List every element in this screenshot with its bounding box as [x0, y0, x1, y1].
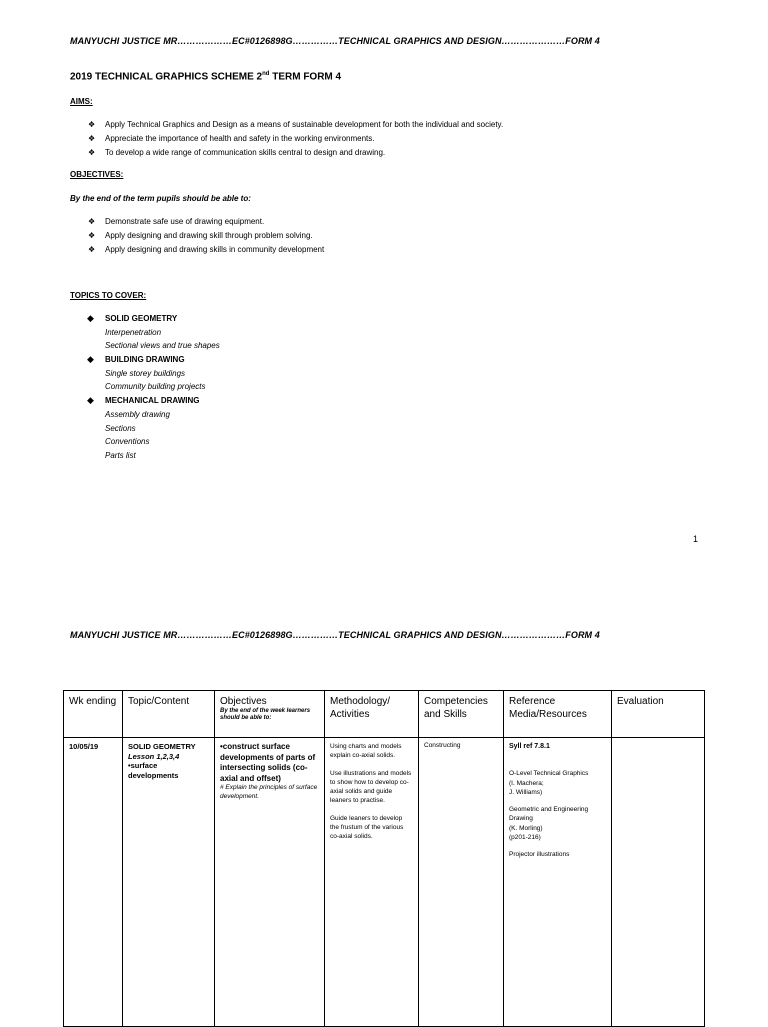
header-competencies: Competencies and Skills [419, 691, 504, 738]
table-row [64, 738, 705, 1027]
document-title [70, 71, 341, 82]
page-number: 1 [693, 534, 699, 544]
list-item-text: Apply designing and drawing skill through problem solving. [105, 231, 313, 240]
objectives-heading: OBJECTIVES: [70, 170, 124, 179]
subtopic: Community building projects [105, 382, 206, 392]
list-item-text: Apply Technical Graphics and Design as a means of sustainable development for both the individual and society. [105, 120, 504, 129]
aims-heading: AIMS: [70, 97, 93, 106]
title-text: 2019 TECHNICAL GRAPHICS SCHEME 2 [70, 71, 263, 83]
bullet-icon: ❖ [88, 217, 96, 226]
subtopic: Sections [105, 423, 136, 433]
topic-mechanical-drawing [87, 394, 220, 408]
topic-name: MECHANICAL DRAWING [105, 396, 200, 406]
scheme-table [63, 690, 705, 1027]
header-topic: Topic/Content [123, 691, 215, 738]
table-header-row [64, 691, 705, 738]
list-item [88, 118, 503, 132]
topic-name: BUILDING DRAWING [105, 355, 185, 365]
list-item [88, 215, 324, 229]
reference-syllabus: Syll ref 7.8.1 [509, 743, 550, 750]
diamond-bullet-icon: ◆ [87, 395, 94, 406]
header-reference: Reference Media/Resources [504, 691, 612, 738]
bullet-icon: ❖ [88, 120, 96, 129]
title-superscript: nd [262, 71, 270, 77]
header-methodology: Methodology/ Activities [325, 691, 419, 738]
cell-methodology [325, 738, 419, 1027]
objectives-list [88, 215, 324, 257]
subtopic: Sectional views and true shapes [105, 341, 220, 351]
subtopic: Parts list [105, 450, 136, 460]
cell-topic-lesson: Lesson 1,2,3,4 [128, 751, 180, 761]
method-paragraph: Guide leaners to develop the frustum of the various co-axial solids. [330, 814, 404, 841]
reference-book: Geometric and Engineering Drawing (K. Morling) (p201-216) [509, 806, 589, 842]
cell-objective-note: # Explain the principles of surface development. [220, 784, 318, 800]
bullet-icon: ❖ [88, 148, 96, 157]
subtopic: Assembly drawing [105, 409, 170, 419]
cell-topic [123, 738, 215, 1027]
header-objectives-sub: By the end of the week learners should be able to: [220, 708, 311, 721]
header-objectives-label: Objectives [220, 696, 267, 707]
list-item-text: Appreciate the importance of health and safety in the working environments. [105, 134, 375, 143]
title-text-end: TERM FORM 4 [269, 71, 342, 83]
subtopic: Single storey buildings [105, 368, 186, 378]
cell-evaluation [612, 738, 705, 1027]
aims-list [88, 118, 503, 160]
cell-reference [504, 738, 612, 1027]
topic-name: SOLID GEOMETRY [105, 314, 178, 323]
list-item-text: Demonstrate safe use of drawing equipment. [105, 217, 265, 226]
list-item [88, 146, 503, 160]
header-evaluation: Evaluation [612, 691, 705, 738]
bullet-icon: ❖ [88, 231, 96, 240]
topics-heading: TOPICS TO COVER: [70, 291, 147, 300]
subtopic: Interpenetration [105, 327, 162, 337]
method-paragraph: Use illustrations and models to show how to develop co-axial solids and guide leaners to practise. [330, 769, 412, 805]
diamond-bullet-icon: ◆ [87, 354, 94, 365]
cell-topic-item: •surface developments [128, 761, 179, 780]
cell-wk-ending: 10/05/19 [64, 738, 123, 1027]
cell-topic-title: SOLID GEOMETRY [128, 742, 196, 751]
list-item [88, 229, 324, 243]
reference-media: Projector illustrations [509, 851, 570, 859]
topics-list [87, 312, 220, 463]
cell-objective-main: •construct surface developments of parts of intersecting solids (co-axial and offset) [220, 742, 316, 783]
bullet-icon: ❖ [88, 245, 96, 254]
topic-solid-geometry [87, 312, 220, 326]
list-item-text: Apply designing and drawing skills in community development [105, 245, 325, 254]
diamond-bullet-icon: ◆ [87, 313, 94, 323]
header-wk-ending: Wk ending [64, 691, 123, 738]
document-page-2 [0, 560, 768, 1024]
page-header: MANYUCHI JUSTICE MR………………EC#0126898G……………TECHNICAL GRAPHICS AND DESIGN…………………FORM 4 [70, 36, 600, 46]
cell-competencies: Constructing [419, 738, 504, 1027]
method-paragraph: Using charts and models explain co-axial solids. [330, 743, 402, 760]
list-item [88, 243, 324, 257]
reference-book: O-Level Technical Graphics (I. Machera; J. Williams) [509, 770, 589, 796]
cell-objectives [215, 738, 325, 1027]
bullet-icon: ❖ [88, 134, 96, 143]
list-item-text: To develop a wide range of communication skills central to design and drawing. [105, 148, 386, 157]
objectives-lead: By the end of the term pupils should be able to: [70, 194, 251, 203]
page-header: MANYUCHI JUSTICE MR………………EC#0126898G……………TECHNICAL GRAPHICS AND DESIGN…………………FORM 4 [70, 630, 600, 640]
header-objectives [215, 691, 325, 738]
list-item [88, 132, 503, 146]
subtopic: Conventions [105, 437, 150, 447]
topic-building-drawing [87, 353, 220, 367]
